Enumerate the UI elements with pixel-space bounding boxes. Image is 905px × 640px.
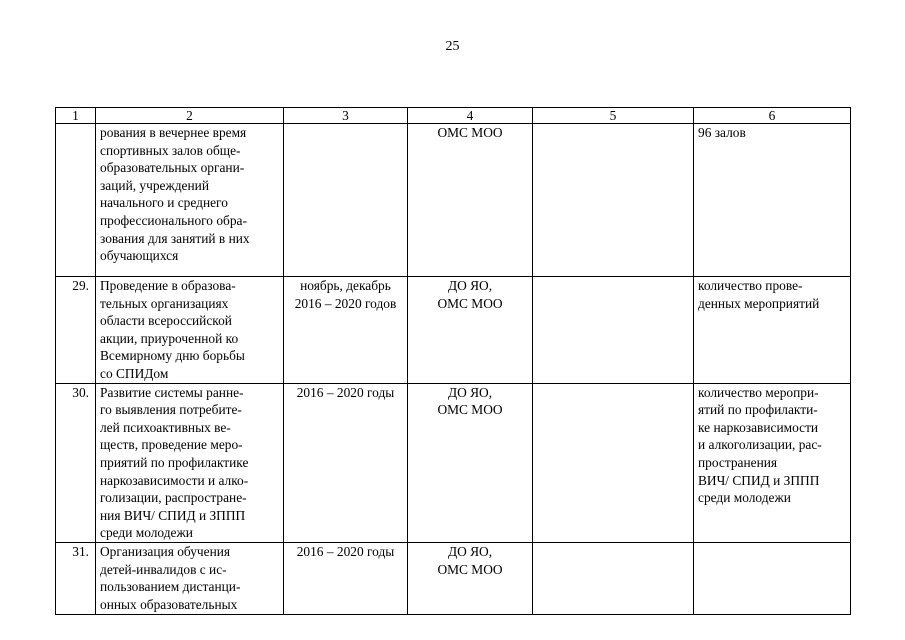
header-col-6: 6 (694, 108, 851, 124)
indicator-line: и алкоголизации, рас- (698, 437, 822, 453)
activity-line: Всемирному дню борьбы (100, 348, 245, 364)
indicator-line: количество прове- (698, 278, 803, 293)
activity-cell (96, 383, 284, 542)
col5-cell (533, 277, 694, 384)
period-cell (284, 277, 408, 384)
activity-line: профессионального обра- (100, 212, 247, 228)
activity-cell (96, 277, 284, 384)
row-number-cell (56, 124, 96, 277)
indicator-line: денных мероприятий (698, 295, 820, 311)
plan-table (55, 107, 851, 615)
executor-line: ДО ЯО, (447, 543, 493, 559)
header-col-5: 5 (533, 108, 694, 124)
activity-cell (96, 124, 284, 277)
activity-line: ния ВИЧ/ СПИД и ЗППП (100, 507, 246, 523)
activity-line: спортивных залов обще- (100, 142, 241, 158)
executor-cell (408, 383, 533, 542)
indicator-line: 96 залов (698, 125, 746, 140)
header-col-3: 3 (284, 108, 408, 124)
activity-line: Развитие системы ранне- (100, 384, 244, 400)
table-header-row (56, 108, 851, 124)
activity-line: области всероссийской (100, 313, 232, 329)
activity-line: пользованием дистанци- (100, 579, 241, 595)
activity-line: Организация обучения (100, 543, 231, 559)
activity-cell (96, 542, 284, 614)
activity-line: среди молодежи (100, 525, 193, 541)
activity-line: акции, приуроченной ко (100, 330, 239, 346)
indicator-line: среди молодежи (698, 490, 791, 506)
activity-line: онных образовательных (100, 596, 238, 612)
indicator-cell (694, 383, 851, 542)
table-body (56, 124, 851, 615)
header-col-2: 2 (96, 108, 284, 124)
executor-line: ДО ЯО, (447, 384, 493, 400)
indicator-line: ятий по профилакти- (698, 402, 818, 418)
activity-line: рования в вечернее время (100, 125, 247, 140)
activity-line: Проведение в образова- (100, 278, 236, 293)
activity-line: детей-инвалидов с ис- (100, 561, 227, 577)
col5-cell (533, 383, 694, 542)
header-col-4: 4 (408, 108, 533, 124)
period-line: 2016 – 2020 годы (296, 384, 395, 400)
header-col-1: 1 (56, 108, 96, 124)
executor-line: ОМС МОО (437, 295, 503, 311)
col5-cell (533, 542, 694, 614)
row-number-cell: 30. (56, 383, 96, 542)
executor-line: ОМС МОО (437, 561, 503, 577)
activity-line: лей психоактивных ве- (100, 419, 231, 435)
activity-line: голизации, распростране- (100, 490, 247, 506)
table-row (56, 383, 851, 542)
executor-line: ДО ЯО, (447, 278, 493, 293)
row-number-cell: 29. (56, 277, 96, 384)
activity-line: начального и среднего (100, 195, 228, 211)
period-cell (284, 124, 408, 277)
activity-line: образовательных органи- (100, 160, 245, 176)
col5-cell (533, 124, 694, 277)
table-row (56, 124, 851, 277)
table-row (56, 277, 851, 384)
period-line: ноябрь, декабрь (300, 278, 391, 293)
period-cell (284, 383, 408, 542)
period-cell (284, 542, 408, 614)
activity-line: наркозависимости и алко- (100, 472, 249, 488)
page-number: 25 (445, 39, 460, 54)
activity-line: заций, учреждений (100, 177, 210, 193)
row-number-cell: 31. (56, 542, 96, 614)
executor-line: ОМС МОО (437, 402, 503, 418)
executor-cell (408, 277, 533, 384)
executor-cell (408, 124, 533, 277)
indicator-line: ВИЧ/ СПИД и ЗППП (698, 472, 820, 488)
executor-line: ОМС МОО (437, 125, 503, 140)
activity-line: со СПИДом (100, 365, 169, 381)
activity-line: тельных организациях (100, 295, 229, 311)
period-line: 2016 – 2020 годов (294, 295, 397, 311)
indicator-cell (694, 542, 851, 614)
executor-cell (408, 542, 533, 614)
indicator-line: ке наркозависимости (698, 419, 819, 435)
indicator-cell (694, 277, 851, 384)
indicator-line: пространения (698, 454, 778, 470)
activity-line: зования для занятий в них (100, 230, 250, 246)
activity-line: го выявления потребите- (100, 402, 242, 418)
activity-line: приятий по профилактике (100, 454, 249, 470)
activity-line: ществ, проведение меро- (100, 437, 243, 453)
activity-line: обучающихся (100, 248, 179, 264)
table-row (56, 542, 851, 614)
indicator-line: количество меропри- (698, 384, 819, 400)
indicator-cell (694, 124, 851, 277)
period-line: 2016 – 2020 годы (296, 543, 395, 559)
